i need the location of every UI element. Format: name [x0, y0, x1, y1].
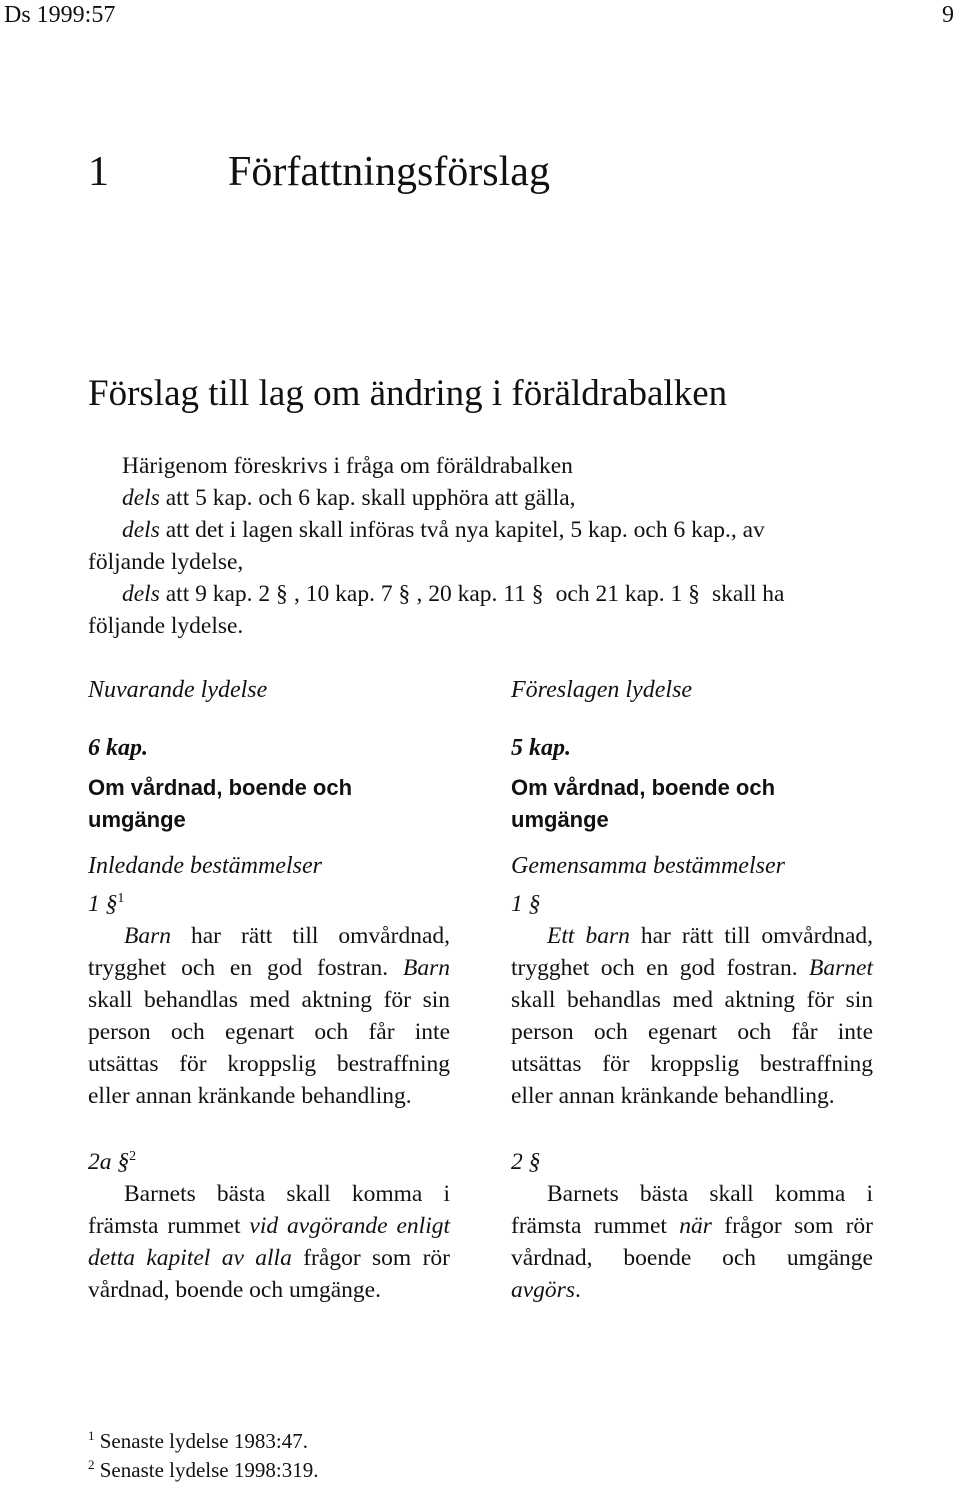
- section-sign: §: [688, 581, 700, 607]
- intro-dels-2: dels: [122, 517, 160, 543]
- footnote-1: [88, 1427, 308, 1456]
- column-heading-current: Nuvarande lydelse: [88, 677, 268, 703]
- text: frågor som rör vårdnad, boende och umgänge: [511, 1213, 873, 1271]
- page-number: 9: [942, 2, 954, 28]
- intro-line-5c: , 20 kap. 11: [416, 581, 532, 607]
- proposed-chapter-label: 5 kap.: [511, 735, 571, 761]
- text: .: [574, 1277, 581, 1303]
- footnote-number: 1: [88, 1428, 95, 1443]
- intro-line-3: [122, 514, 765, 546]
- page-header-doc-id: Ds 1999:57: [4, 2, 116, 28]
- proposed-wording-column: [511, 674, 873, 1306]
- text: har rätt till omvårdnad, trygghet och en god fostran.: [88, 923, 450, 981]
- intro-line-5: [122, 578, 784, 610]
- footnote-text: Senaste lydelse 1998:319.: [94, 1458, 319, 1482]
- current-wording-column: [88, 674, 450, 1306]
- emphasis: vid avgörande enligt detta kapitel av alla: [88, 1213, 451, 1271]
- text: Barnets bästa skall komma i främsta rummet: [511, 1181, 873, 1239]
- current-paragraph-1-text: [88, 920, 450, 1112]
- emphasis: Ett barn: [547, 923, 630, 949]
- footnote-ref-1: 1: [117, 891, 125, 906]
- text: frågor som rör vårdnad, boende och umgänge.: [88, 1245, 450, 1303]
- intro-line-6: följande lydelse.: [88, 613, 244, 639]
- text: Barnets bästa skall komma i främsta rummet: [88, 1181, 450, 1239]
- intro-line-3-text: att det i lagen skall införas två nya kapitel, 5 kap. och 6 kap., av: [159, 517, 765, 543]
- intro-line-2-text: att 5 kap. och 6 kap. skall upphöra att gälla,: [159, 485, 576, 511]
- proposed-subheading: Gemensamma bestämmelser: [511, 853, 785, 879]
- column-heading-proposed: Föreslagen lydelse: [511, 677, 693, 703]
- proposed-chapter-title: Om vårdnad, boende och umgänge: [511, 775, 776, 832]
- intro-line-1: Härigenom föreskrivs i fråga om föräldrabalken: [122, 453, 573, 479]
- intro-line-5d: och 21 kap. 1: [549, 581, 689, 607]
- section-sign: §: [531, 581, 544, 607]
- intro-line-5b: , 10 kap. 7: [294, 581, 399, 607]
- footnote-number: 2: [88, 1457, 95, 1472]
- law-title: Förslag till lag om ändring i föräldrabalken: [88, 373, 728, 414]
- emphasis: avgörs: [511, 1277, 575, 1303]
- section-sign: §: [398, 581, 411, 607]
- current-chapter-label: 6 kap.: [88, 735, 148, 761]
- emphasis: Barn: [124, 923, 171, 949]
- current-chapter-title: Om vårdnad, boende och umgänge: [88, 775, 353, 832]
- paragraph-number: 1 §: [511, 891, 541, 917]
- emphasis: när: [679, 1213, 712, 1239]
- footnote-ref-2: 2: [129, 1149, 137, 1164]
- intro-dels-3: dels: [122, 581, 160, 607]
- paragraph-number: 1 §: [88, 891, 118, 917]
- emphasis: Barn: [403, 955, 450, 981]
- paragraph-number: 2a §: [88, 1149, 130, 1175]
- footnote-text: Senaste lydelse 1983:47.: [94, 1429, 308, 1453]
- proposed-paragraph-1-text: [511, 920, 873, 1112]
- text: har rätt till omvårdnad, trygghet och en god fostran.: [511, 923, 873, 981]
- current-subheading: Inledande bestämmelser: [88, 853, 322, 879]
- current-paragraph-2-text: [88, 1178, 450, 1306]
- intro-line-2: [122, 482, 576, 514]
- current-paragraph-2-label: [88, 1146, 450, 1178]
- intro-line-4: följande lydelse,: [88, 549, 244, 575]
- chapter-number: 1: [88, 149, 109, 195]
- proposed-paragraph-2-text: [511, 1178, 873, 1306]
- intro-line-5a: att 9 kap. 2: [159, 581, 277, 607]
- paragraph-number: 2 §: [511, 1149, 541, 1175]
- proposed-paragraph-2-label: [511, 1146, 873, 1178]
- section-sign: §: [276, 581, 288, 607]
- text: skall behandlas med aktning för sin person och egenart och får inte utsättas för kroppslig bestraffning eller annan kränkande behandling.: [88, 987, 450, 1109]
- footnote-2: [88, 1456, 318, 1485]
- chapter-title: Författningsförslag: [228, 149, 550, 195]
- text: skall behandlas med aktning för sin person och egenart och får inte utsättas för kroppslig bestraffning eller annan kränkande behandling.: [511, 987, 873, 1109]
- emphasis: Barnet: [809, 955, 873, 981]
- current-paragraph-1-label: [88, 888, 450, 920]
- intro-line-5e: skall ha: [706, 581, 785, 607]
- proposed-paragraph-1-label: [511, 888, 873, 920]
- intro-dels-1: dels: [122, 485, 160, 511]
